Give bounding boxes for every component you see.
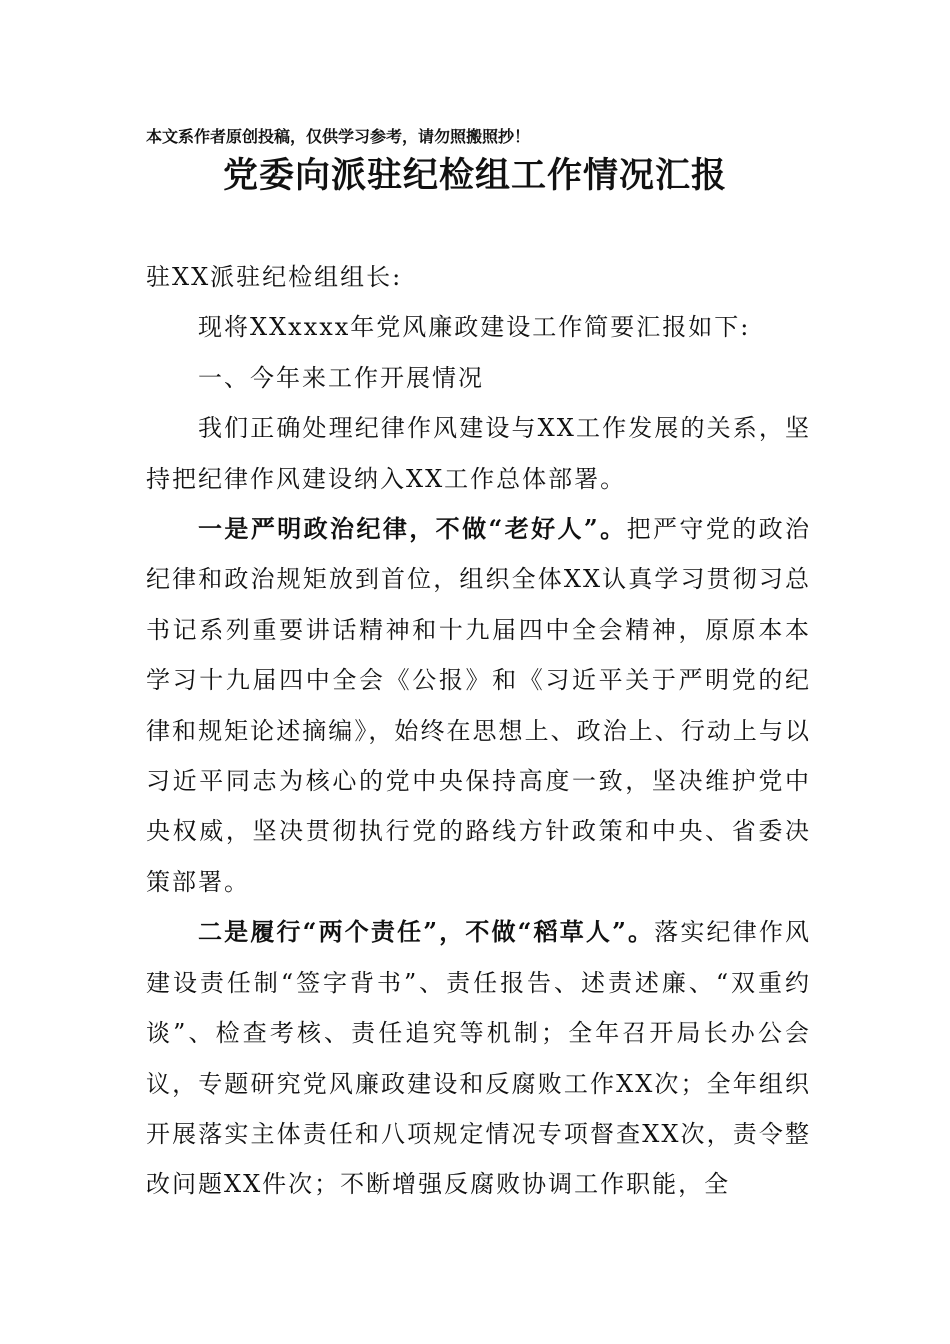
salutation: 驻XX派驻纪检组组长: bbox=[146, 263, 403, 291]
paragraph-3-lead: 二是履行“两个责任”，不做“稻草人”。 bbox=[198, 917, 655, 947]
document-title: 党委向派驻纪检组工作情况汇报 bbox=[222, 155, 727, 196]
section-heading: 一、今年来工作开展情况 bbox=[198, 363, 484, 392]
paragraph-3 bbox=[146, 907, 811, 1209]
copyright-notice: 本文系作者原创投稿，仅供学习参考，请勿照搬照抄！ bbox=[146, 127, 531, 146]
paragraph-2 bbox=[146, 504, 811, 907]
document-body bbox=[146, 252, 811, 1210]
paragraph-2-lead: 一是严明政治纪律，不做“老好人”。 bbox=[198, 514, 627, 544]
intro-paragraph: 现将XXxxxx年党风廉政建设工作简要汇报如下: bbox=[198, 313, 751, 342]
paragraph-3-body: 落实纪律作风建设责任制“签字背书”、责任报告、述责述廉、“双重约谈”、检查考核、责任追究等机制；全年召开局长办公会议，专题研究党风廉政建设和反腐败工作XX次；全年组织开展落实主体责任和八项规定情况专项督查XX次，责令整改问题XX件次；不断增强反腐败协调工作职能，全 bbox=[146, 918, 812, 1199]
paragraph-2-body: 把严守党的政治纪律和政治规矩放到首位，组织全体XX认真学习贯彻习总书记系列重要讲话精神和十九届四中全会精神，原原本本学习十九届四中全会《公报》和《习近平关于严明党的纪律和规矩论述摘编》，始终在思想上、政治上、行动上与以习近平同志为核心的党中央保持高度一致，坚决维护党中央权威，坚决贯彻执行党的路线方针政策和中央、省委决策部署。 bbox=[146, 515, 812, 896]
paragraph-1: 我们正确处理纪律作风建设与XX工作发展的关系，坚持把纪律作风建设纳入XX工作总体部署。 bbox=[146, 414, 811, 493]
